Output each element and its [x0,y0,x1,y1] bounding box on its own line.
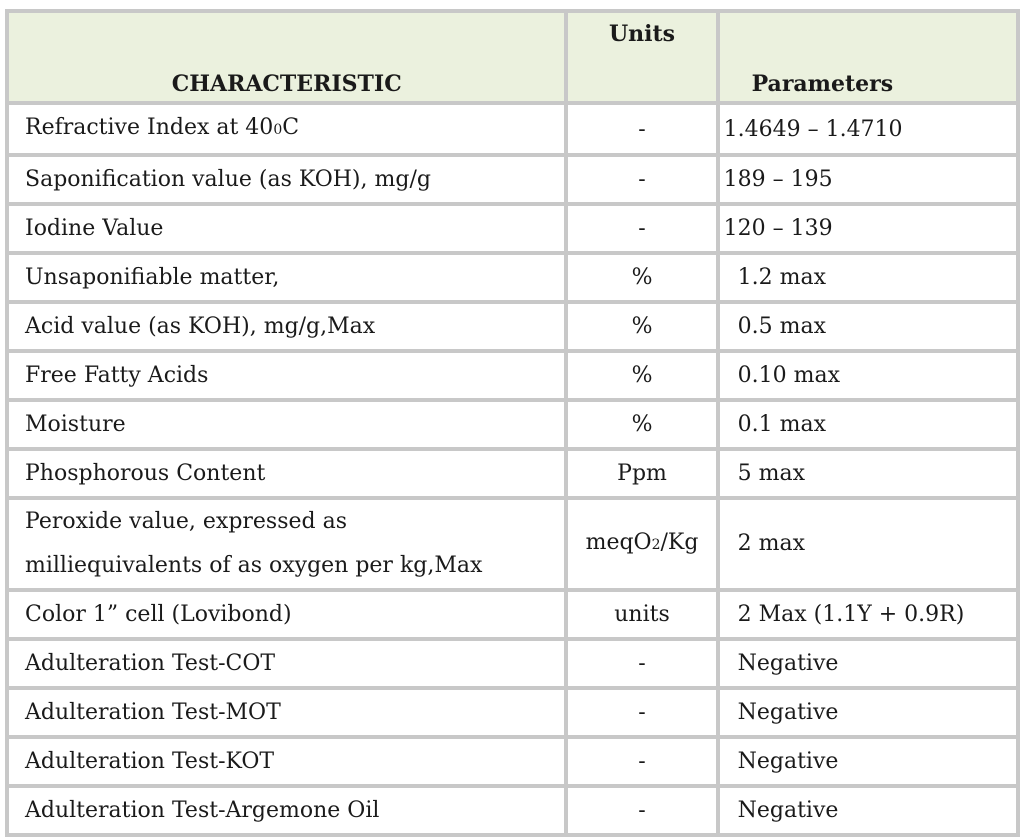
characteristic-tail-text: C [282,115,300,140]
characteristic-cell: Adulteration Test-Argemone Oil [7,786,566,835]
parameters-cell: Negative [718,786,1018,835]
table-row [7,351,1018,400]
table-row [7,498,1018,590]
units-cell: % [566,351,717,400]
parameters-cell: 189 – 195 [718,155,1018,204]
units-tail-text: /Kg [660,530,699,555]
subscript-text: 0 [273,122,283,138]
table-row [7,103,1018,155]
units-cell: - [566,688,717,737]
table-row [7,155,1018,204]
units-cell: - [566,103,717,155]
parameters-cell: 1.2 max [718,253,1018,302]
units-cell: units [566,590,717,639]
table-row [7,590,1018,639]
characteristic-cell: Adulteration Test-MOT [7,688,566,737]
table-row [7,639,1018,688]
units-cell: - [566,155,717,204]
characteristic-cell: Unsaponifiable matter, [7,253,566,302]
table-row [7,688,1018,737]
characteristic-cell: Moisture [7,400,566,449]
characteristic-cell [7,103,566,155]
header-units: Units [566,11,717,103]
header-row [7,11,1018,103]
parameters-cell: Negative [718,639,1018,688]
units-text: meqO [585,530,652,555]
table-row [7,400,1018,449]
units-cell [566,498,717,590]
characteristic-cell: Iodine Value [7,204,566,253]
characteristic-cell: Saponification value (as KOH), mg/g [7,155,566,204]
parameters-cell: Negative [718,737,1018,786]
table-row [7,302,1018,351]
units-cell: % [566,253,717,302]
characteristic-line: milliequivalents of as oxygen per kg,Max [25,553,483,578]
table-row [7,786,1018,835]
characteristic-cell: Adulteration Test-KOT [7,737,566,786]
units-cell: % [566,400,717,449]
characteristic-cell: Phosphorous Content [7,449,566,498]
characteristic-cell [7,498,566,590]
parameters-cell: 1.4649 – 1.4710 [718,103,1018,155]
parameters-cell: 0.10 max [718,351,1018,400]
parameters-cell: 120 – 139 [718,204,1018,253]
units-cell: Ppm [566,449,717,498]
header-parameters: Parameters [718,11,1018,103]
subscript-text: 2 [651,537,661,553]
units-cell: % [566,302,717,351]
parameters-cell: 0.1 max [718,400,1018,449]
table-row [7,449,1018,498]
characteristic-cell: Color 1” cell (Lovibond) [7,590,566,639]
table-row [7,737,1018,786]
characteristic-cell: Acid value (as KOH), mg/g,Max [7,302,566,351]
characteristic-line: Peroxide value, expressed as [25,509,348,534]
parameters-cell: 2 Max (1.1Y + 0.9R) [718,590,1018,639]
parameters-cell: 5 max [718,449,1018,498]
units-cell: - [566,639,717,688]
specification-table [5,9,1020,837]
table-row [7,204,1018,253]
parameters-cell: 0.5 max [718,302,1018,351]
characteristic-cell: Adulteration Test-COT [7,639,566,688]
table-row [7,253,1018,302]
units-cell: - [566,204,717,253]
characteristic-cell: Free Fatty Acids [7,351,566,400]
parameters-cell: 2 max [718,498,1018,590]
characteristic-text: Refractive Index at 40 [25,115,274,140]
units-cell: - [566,786,717,835]
units-cell: - [566,737,717,786]
header-characteristic: CHARACTERISTIC [7,11,566,103]
parameters-cell: Negative [718,688,1018,737]
